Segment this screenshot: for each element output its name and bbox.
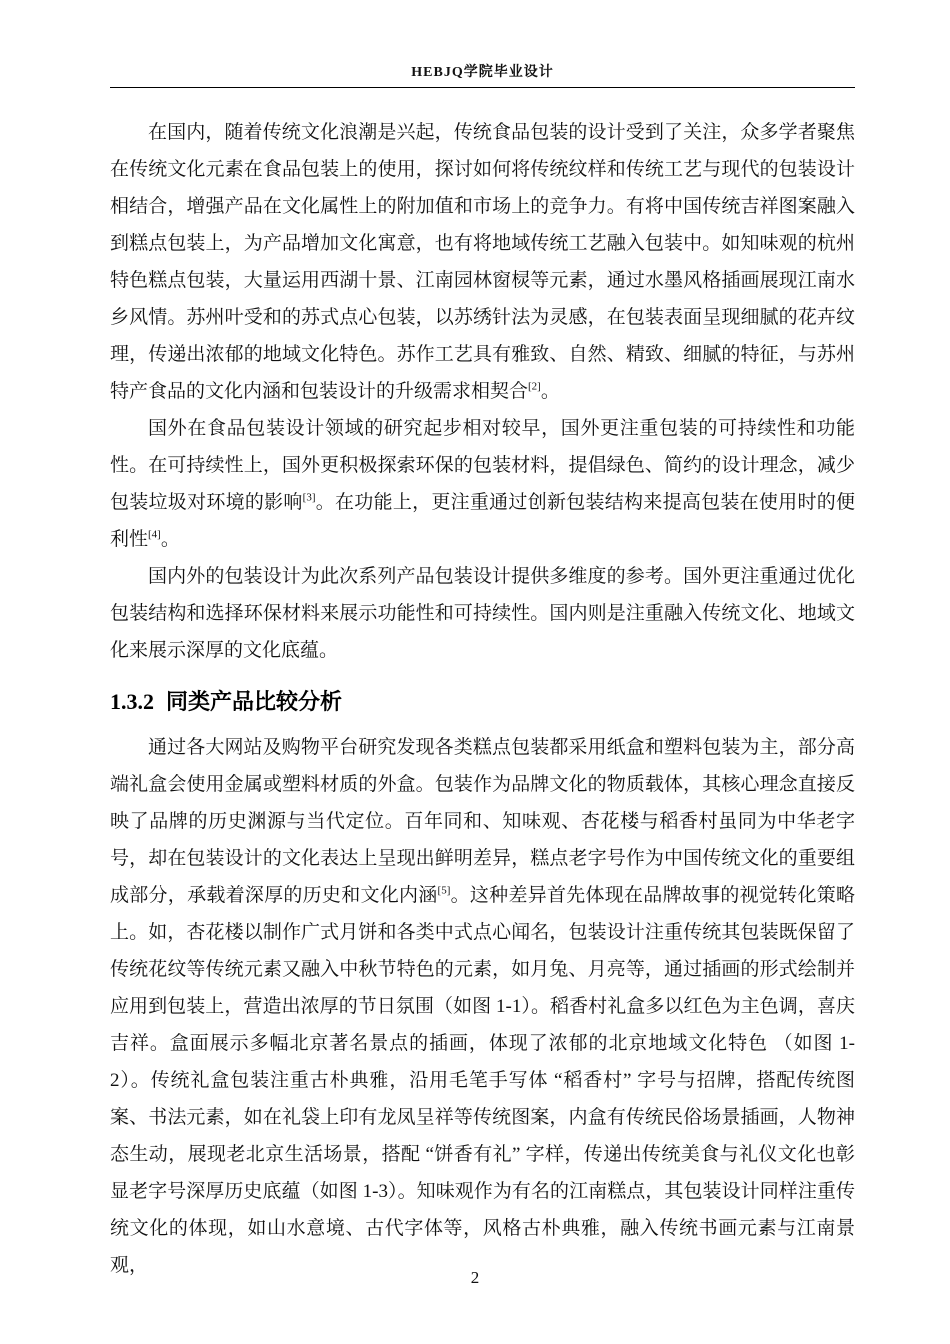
- paragraph-foreign-research: [110, 410, 855, 558]
- header-title: HEBJQ学院毕业设计: [411, 65, 554, 80]
- paragraph-text: 国外在食品包装设计领域的研究起步相对较早，国外更注重包装的可持续性和功能性。在可持续性上，国外更积极探索环保的包装材料，提倡绿色、简约的设计理念，减少包装垃圾对环境的影响: [110, 418, 855, 513]
- paragraph-text: 通过各大网站及购物平台研究发现各类糕点包装都采用纸盒和塑料包装为主，部分高端礼盒会使用金属或塑料材质的外盒。包装作为品牌文化的物质载体，其核心理念直接反映了品牌的历史渊源与当代定位。百年同和、知味观、杏花楼与稻香村虽同为中华老字号，却在包装设计的文化表达上呈现出鲜明差异，糕点老字号作为中国传统文化的重要组成部分，承载着深厚的历史和文化内涵: [110, 737, 855, 906]
- section-heading-132: [110, 685, 855, 719]
- document-body: [110, 114, 855, 1284]
- paragraph-text: 。: [540, 381, 560, 402]
- page-header: [110, 0, 855, 88]
- paragraph-text: 。在功能上，更注重通过创新包装结构来提高包装在使用时的便利性: [110, 492, 855, 550]
- paragraph-text: 在国内，随着传统文化浪潮是兴起，传统食品包装的设计受到了关注，众多学者聚焦在传统文化元素在食品包装上的使用，探讨如何将传统纹样和传统工艺与现代的包装设计相结合，增强产品在文化属性上的附加值和市场上的竞争力。有将中国传统吉祥图案融入到糕点包装上，为产品增加文化寓意，也有将地域传统工艺融入包装中。如知味观的杭州特色糕点包装，大量运用西湖十景、江南园林窗棂等元素，通过水墨风格插画展现江南水乡风情。苏州叶受和的苏式点心包装，以苏绣针法为灵感，在包装表面呈现细腻的花卉纹理，传递出浓郁的地域文化特色。苏作工艺具有雅致、自然、精致、细腻的特征，与苏州特产食品的文化内涵和包装设计的升级需求相契合: [110, 122, 855, 402]
- paragraph-domestic-research: [110, 114, 855, 410]
- paragraph-text: 。: [160, 529, 180, 550]
- citation-ref-5: [5]: [437, 884, 451, 897]
- paragraph-summary: [110, 558, 855, 669]
- paragraph-text: 。这种差异首先体现在品牌故事的视觉转化策略上。如，杏花楼以制作广式月饼和各类中式点心闻名，包装设计注重传统其包装既保留了传统花纹等传统元素又融入中秋节特色的元素，如月兔、月亮等，通过插画的形式绘制并应用到包装上，营造出浓厚的节日氛围（如图 1-1）。稻香村礼盒多以红色为主色调，喜庆吉祥。盒面展示多幅北京著名景点的插画，体现了浓郁的北京地域文化特色 （如图 1-2）。传统礼盒包装注重古朴典雅，沿用毛笔手写体 “稻香村” 字号与招牌，搭配传统图案、书法元素，如在礼袋上印有龙凤呈祥等传统图案，内盒有传统民俗场景插画，人物神态生动，展现老北京生活场景，搭配 “饼香有礼” 字样，传递出传统美食与礼仪文化也彰显老字号深厚历史底蕴（如图 1-3）。知味观作为有名的江南糕点，其包装设计同样注重传统文化的体现，如山水意境、古代字体等，风格古朴典雅，融入传统书画元素与江南景观，: [110, 885, 855, 1276]
- citation-ref-2: [2]: [528, 380, 541, 393]
- citation-ref-4: [4]: [148, 528, 161, 541]
- section-number: 1.3.2: [110, 689, 154, 714]
- section-title: 同类产品比较分析: [166, 689, 343, 714]
- paragraph-text: 国内外的包装设计为此次系列产品包装设计提供多维度的参考。国外更注重通过优化包装结构和选择环保材料来展示功能性和可持续性。国内则是注重融入传统文化、地域文化来展示深厚的文化底蕴。: [110, 566, 855, 661]
- citation-ref-3: [3]: [302, 491, 316, 504]
- page-number: 2: [470, 1268, 480, 1287]
- paragraph-product-comparison: [110, 729, 855, 1284]
